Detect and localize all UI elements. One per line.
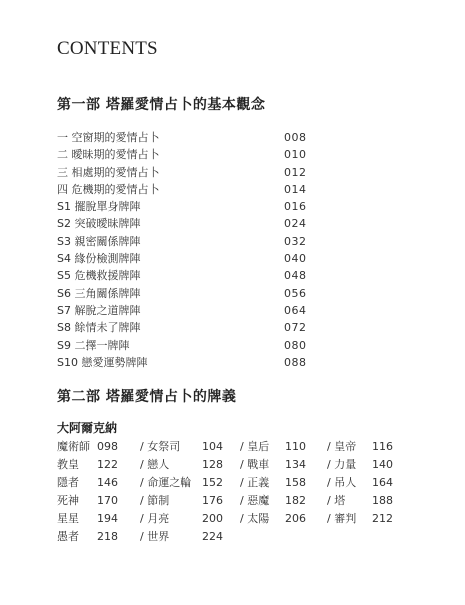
card-row (57, 510, 417, 528)
toc-entry-page: 008 (284, 131, 307, 144)
toc-entry-page: 064 (284, 303, 307, 317)
toc-entry-page: 088 (284, 355, 307, 369)
card-row (57, 492, 417, 510)
card-name[interactable]: / 皇后 (240, 440, 270, 453)
toc-entry-label: 一 空窗期的愛情占卜 (57, 131, 160, 144)
page-title: CONTENTS (57, 38, 158, 59)
toc-entry[interactable] (57, 302, 317, 319)
card-name[interactable]: / 審判 (327, 512, 357, 526)
toc-entry-label: S8 餘情未了牌陣 (57, 321, 141, 335)
toc-entry[interactable] (57, 319, 317, 336)
toc-entry-page: 014 (284, 182, 307, 196)
card-name[interactable]: 魔術師 (57, 440, 90, 453)
toc-entry-label: S10 戀愛運勢牌陣 (57, 355, 148, 369)
toc-entry-page: 012 (284, 165, 307, 179)
toc-entry[interactable] (57, 250, 317, 267)
card-name[interactable]: / 力量 (327, 458, 357, 472)
card-name[interactable]: / 節制 (140, 494, 170, 508)
card-name[interactable]: / 世界 (140, 530, 170, 544)
card-name[interactable]: / 皇帝 (327, 440, 357, 453)
toc-entry-label: S5 危機救援牌陣 (57, 269, 141, 283)
toc-entry-page: 080 (284, 338, 307, 352)
card-page: 104 (202, 440, 223, 453)
card-page: 140 (372, 458, 393, 472)
toc-entry-label: S2 突破曖昧牌陣 (57, 217, 141, 231)
card-name[interactable]: 隱者 (57, 476, 79, 490)
toc-entry-page: 010 (284, 148, 307, 162)
toc-entry[interactable] (57, 354, 317, 371)
toc-entry-label: S6 三角關係牌陣 (57, 286, 141, 300)
toc-entry[interactable] (57, 198, 317, 215)
toc-entry-label: 三 相處期的愛情占卜 (57, 165, 160, 179)
card-name[interactable]: / 吊人 (327, 476, 357, 490)
card-page: 206 (285, 512, 306, 526)
card-page: 182 (285, 494, 306, 508)
part1-toc-list (57, 129, 317, 371)
card-name[interactable]: 愚者 (57, 530, 79, 544)
toc-entry[interactable] (57, 285, 317, 302)
toc-entry[interactable] (57, 267, 317, 284)
toc-entry-page: 032 (284, 234, 307, 248)
card-name[interactable]: / 戰車 (240, 458, 270, 472)
card-name[interactable]: / 命運之輪 (140, 476, 192, 490)
card-page: 146 (97, 476, 118, 490)
card-row (57, 528, 417, 546)
card-page: 122 (97, 458, 118, 472)
major-arcana-list (57, 438, 417, 547)
card-name[interactable]: / 太陽 (240, 512, 270, 526)
card-page: 212 (372, 512, 393, 526)
toc-entry-label: S9 二擇一牌陣 (57, 338, 130, 352)
part1-heading: 第一部 塔羅愛情占卜的基本觀念 (57, 97, 266, 113)
card-page: 194 (97, 512, 118, 526)
toc-entry[interactable] (57, 215, 317, 232)
card-page: 170 (97, 494, 118, 508)
card-page: 224 (202, 530, 223, 544)
toc-entry-label: S1 擺脫單身牌陣 (57, 200, 141, 214)
card-name[interactable]: 教皇 (57, 458, 79, 472)
card-row (57, 456, 417, 474)
toc-entry[interactable] (57, 146, 317, 163)
toc-entry-page: 072 (284, 321, 307, 335)
card-name[interactable]: 死神 (57, 494, 79, 508)
toc-entry-label: S3 親密關係牌陣 (57, 234, 141, 248)
toc-entry-label: S4 緣份檢測牌陣 (57, 252, 141, 266)
card-row (57, 438, 417, 456)
card-page: 188 (372, 494, 393, 508)
card-page: 134 (285, 458, 306, 472)
toc-entry-page: 016 (284, 200, 307, 214)
toc-entry[interactable] (57, 129, 317, 146)
card-name[interactable]: / 月亮 (140, 512, 170, 526)
toc-entry[interactable] (57, 233, 317, 250)
card-page: 218 (97, 530, 118, 544)
card-name[interactable]: / 戀人 (140, 458, 170, 472)
part2-heading: 第二部 塔羅愛情占卜的牌義 (57, 389, 237, 405)
card-page: 116 (372, 440, 393, 453)
major-arcana-heading: 大阿爾克納 (57, 421, 118, 435)
card-page: 176 (202, 494, 223, 508)
card-page: 152 (202, 476, 223, 490)
toc-entry-page: 048 (284, 269, 307, 283)
card-row (57, 474, 417, 492)
toc-entry-label: 二 曖昧期的愛情占卜 (57, 148, 160, 162)
card-name[interactable]: / 塔 (327, 494, 346, 508)
card-page: 200 (202, 512, 223, 526)
toc-entry-page: 056 (284, 286, 307, 300)
toc-entry-label: S7 解脫之道牌陣 (57, 303, 141, 317)
toc-entry-label: 四 危機期的愛情占卜 (57, 182, 160, 196)
toc-entry-page: 024 (284, 217, 307, 231)
card-page: 128 (202, 458, 223, 472)
card-page: 158 (285, 476, 306, 490)
card-page: 110 (285, 440, 306, 453)
card-page: 164 (372, 476, 393, 490)
card-page: 098 (97, 440, 118, 453)
toc-entry[interactable] (57, 164, 317, 181)
toc-entry[interactable] (57, 337, 317, 354)
card-name[interactable]: / 正義 (240, 476, 270, 490)
card-name[interactable]: / 女祭司 (140, 440, 181, 453)
toc-entry[interactable] (57, 181, 317, 198)
card-name[interactable]: 星星 (57, 512, 79, 526)
card-name[interactable]: / 惡魔 (240, 494, 270, 508)
toc-entry-page: 040 (284, 252, 307, 266)
